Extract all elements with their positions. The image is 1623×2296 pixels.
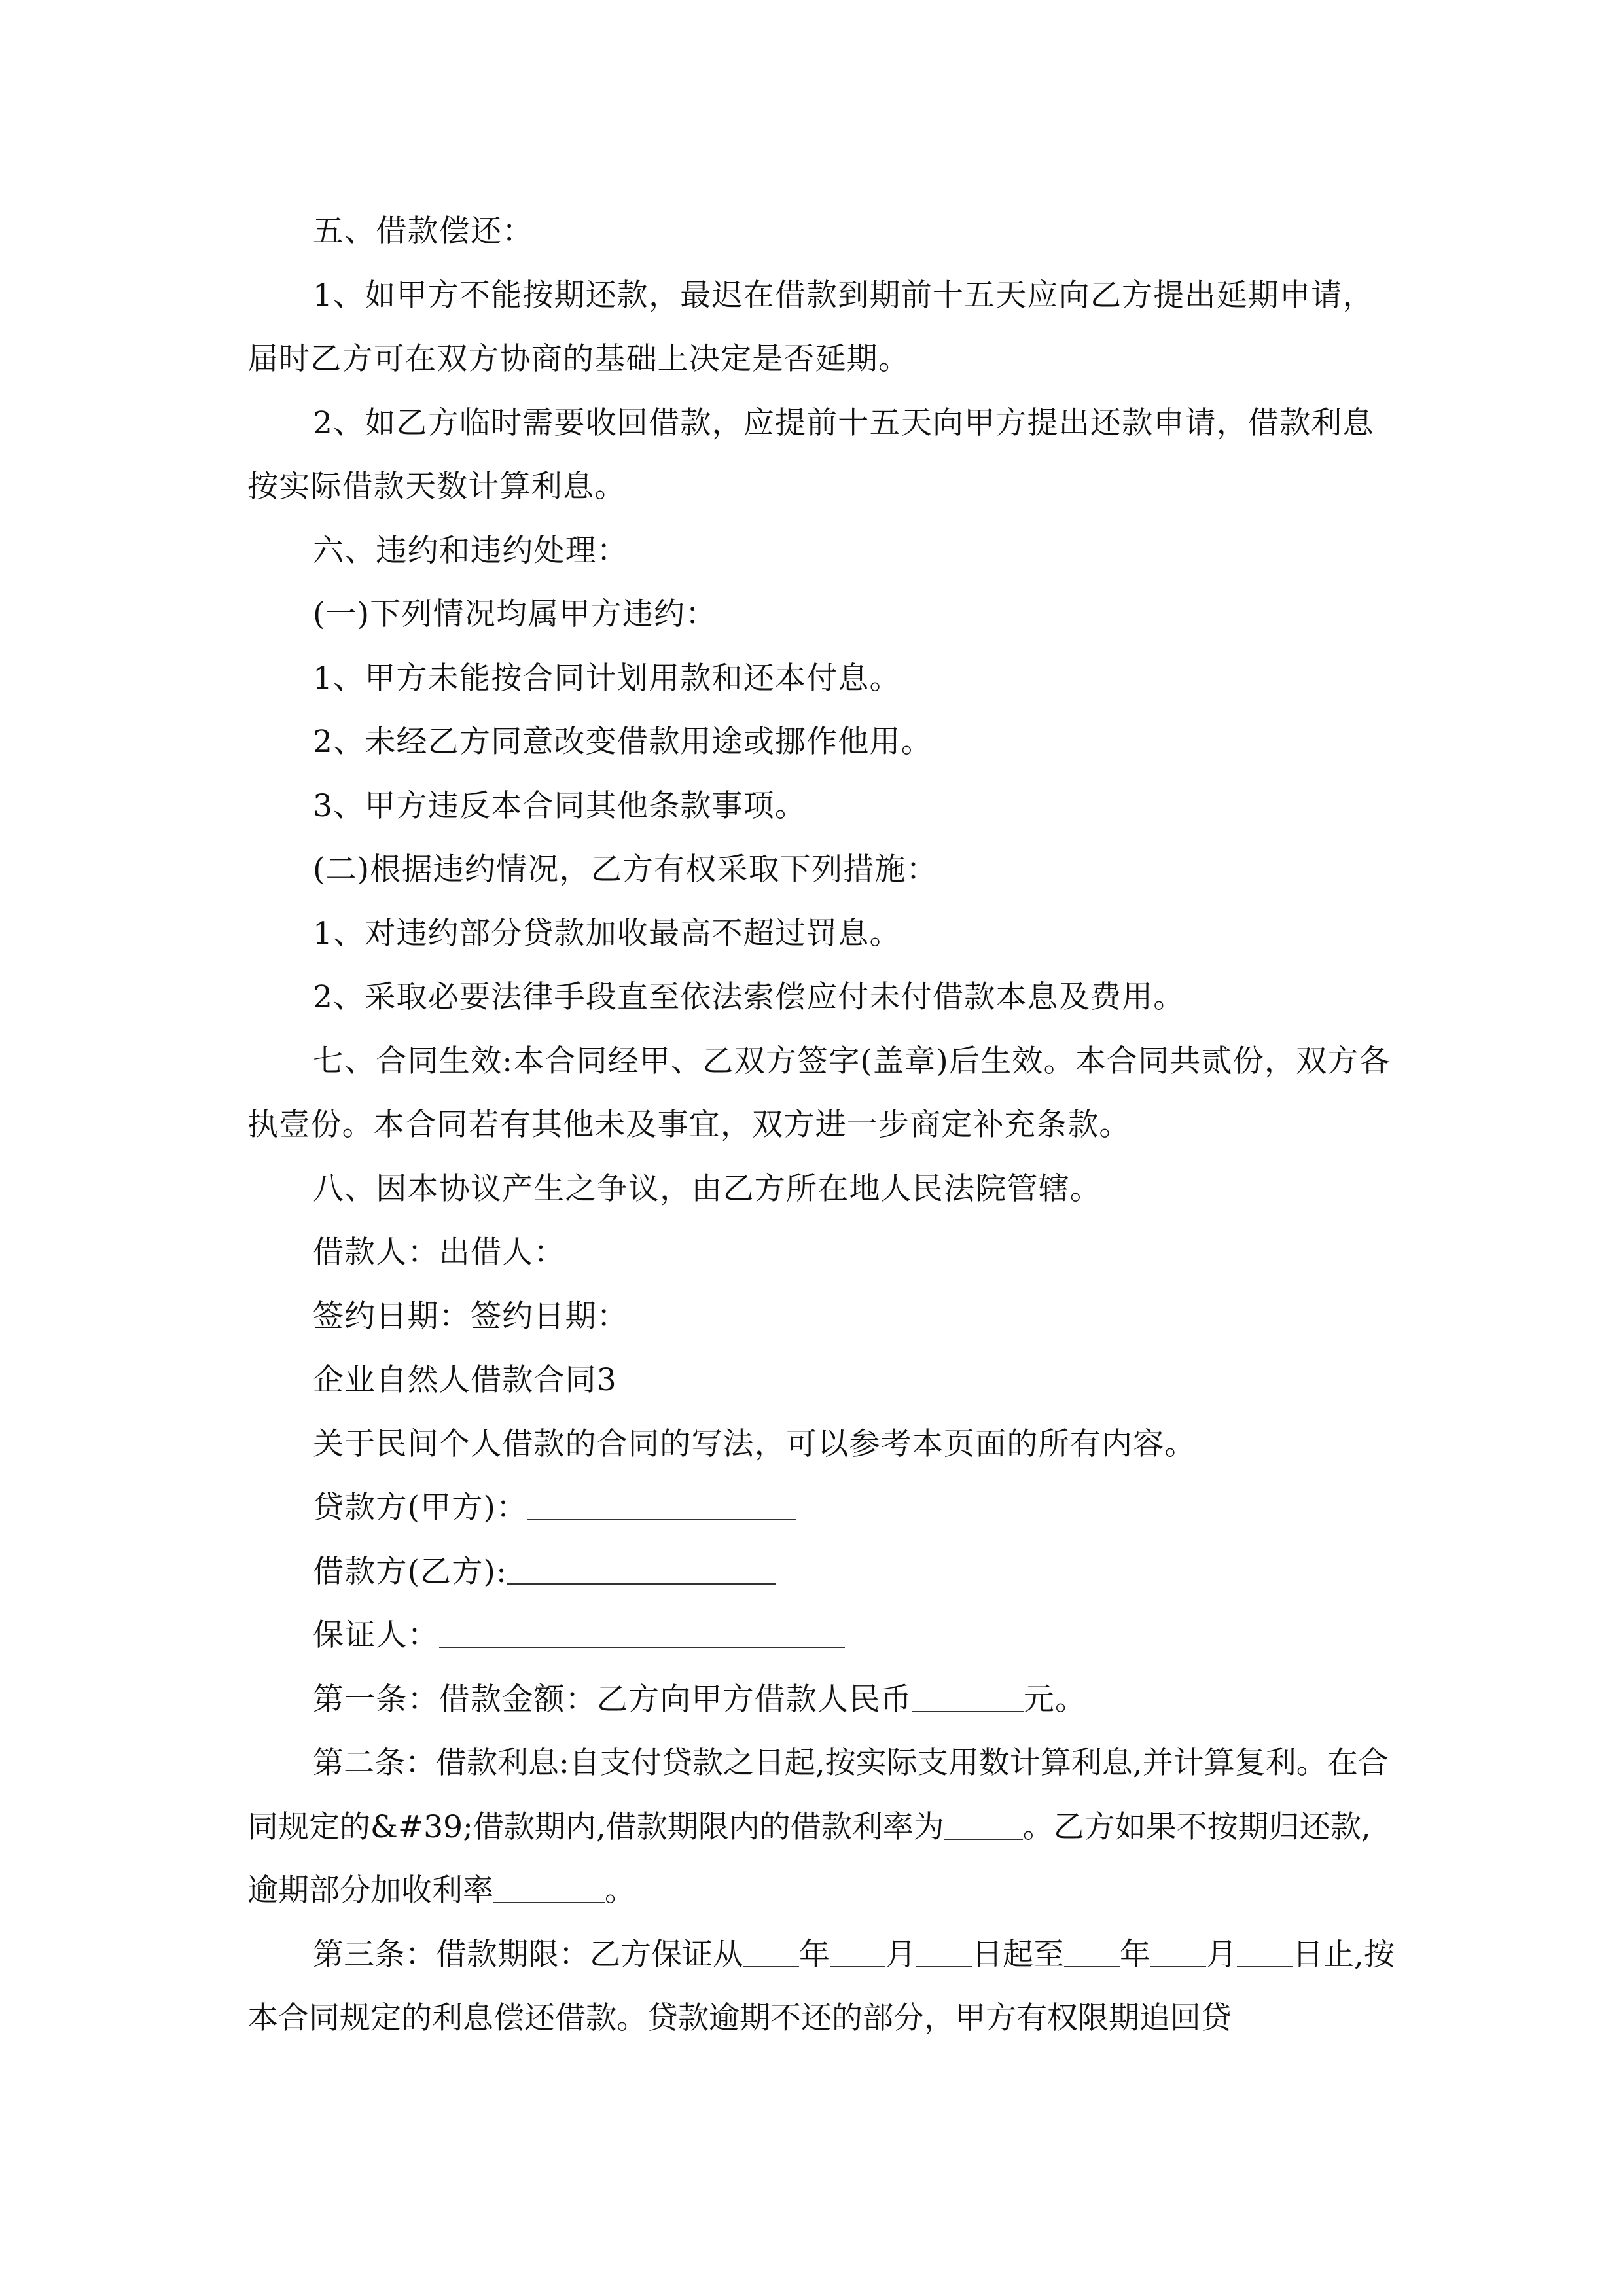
clause-paragraph: 八、因本协议产生之争议，由乙方所在地人民法院管辖。 [313, 1170, 1101, 1207]
section-heading: 五、借款偿还： [313, 213, 534, 249]
article-3 [247, 1923, 1396, 2051]
clause-paragraph: 2、采取必要法律手段直至依法索偿应付未付借款本息及费用。 [313, 979, 1185, 1015]
overdue-rate-blank[interactable] [493, 1874, 605, 1903]
end-day-blank[interactable] [1237, 1939, 1293, 1967]
borrower-blank[interactable] [507, 1556, 776, 1585]
loan-amount-blank[interactable] [912, 1683, 1024, 1712]
clause-paragraph: 2、未经乙方同意改变借款用途或挪作他用。 [313, 724, 933, 760]
end-month-blank[interactable] [1150, 1939, 1206, 1967]
month-label: 月 [885, 1936, 916, 1973]
start-year-blank[interactable] [743, 1939, 799, 1967]
article-2-text-2: 。乙方如果不按期归还款,逾期部分加收利率 [247, 1808, 1371, 1909]
subsection-heading: (二)根据违约情况，乙方有权采取下列措施： [313, 852, 938, 888]
clause-paragraph: 3、甲方违反本合同其他条款事项。 [313, 787, 807, 824]
signature-line: 借款人：出借人： [313, 1234, 565, 1270]
start-month-blank[interactable] [830, 1939, 885, 1967]
guarantor-field-line [247, 1604, 1396, 1668]
article-3-suffix: 止,按本合同规定的利息偿还借款。贷款逾期不还的部分，甲方有权限期追回贷 [247, 1936, 1395, 2036]
document-body [247, 200, 1396, 2051]
interest-rate-blank[interactable] [944, 1811, 1023, 1840]
clause-paragraph: 1、如甲方不能按期还款，最迟在借款到期前十五天应向乙方提出延期申请，届时乙方可在双方协商的基础上决定是否延期。 [247, 277, 1374, 377]
day-label: 日 [1293, 1936, 1323, 1973]
clause-paragraph: 七、合同生效:本合同经甲、乙双方签字(盖章)后生效。本合同共贰份，双方各执壹份。本合同若有其他未及事宜，双方进一步商定补充条款。 [247, 1043, 1391, 1143]
article-1-suffix: 元。 [1023, 1681, 1087, 1717]
article-3-text: 第三条：借款期限：乙方保证从 [313, 1936, 743, 1973]
day-from-label: 日起至 [972, 1936, 1064, 1973]
year-label: 年 [799, 1936, 830, 1973]
signing-date-line: 签约日期：签约日期： [313, 1298, 628, 1335]
article-2-text: 第二条：借款利息:自支付贷款之日起,按实际支用数计算利息,并计算复利。在合同规定的&#39;借款期内,借款期限内的借款利率为 [247, 1745, 1389, 1845]
end-year-blank[interactable] [1064, 1939, 1120, 1967]
start-day-blank[interactable] [916, 1939, 972, 1967]
contract-title: 企业自然人借款合同3 [313, 1362, 617, 1398]
section-heading: 六、违约和违约处理： [313, 532, 628, 569]
clause-paragraph: 1、甲方未能按合同计划用款和还本付息。 [313, 660, 901, 696]
year-label: 年 [1120, 1936, 1150, 1973]
lender-field-line [247, 1476, 1396, 1540]
article-1-text: 第一条：借款金额：乙方向甲方借款人民币 [313, 1681, 912, 1717]
clause-paragraph: 2、如乙方临时需要收回借款，应提前十五天向甲方提出还款申请，借款利息按实际借款天数计算利息。 [247, 404, 1374, 505]
lender-blank[interactable] [527, 1492, 796, 1520]
intro-paragraph: 关于民间个人借款的合同的写法，可以参考本页面的所有内容。 [313, 1426, 1196, 1462]
subsection-heading: (一)下列情况均属甲方违约： [313, 596, 717, 632]
borrower-field-line [247, 1540, 1396, 1604]
article-2-end: 。 [605, 1873, 635, 1909]
clause-paragraph: 1、对违约部分贷款加收最高不超过罚息。 [313, 915, 901, 952]
article-1 [247, 1668, 1396, 1732]
guarantor-blank[interactable] [439, 1619, 845, 1648]
article-2 [247, 1731, 1396, 1923]
lender-label: 贷款方(甲方)： [313, 1490, 528, 1526]
month-label: 月 [1206, 1936, 1237, 1973]
guarantor-label: 保证人： [313, 1617, 439, 1653]
borrower-label: 借款方(乙方): [313, 1553, 508, 1590]
